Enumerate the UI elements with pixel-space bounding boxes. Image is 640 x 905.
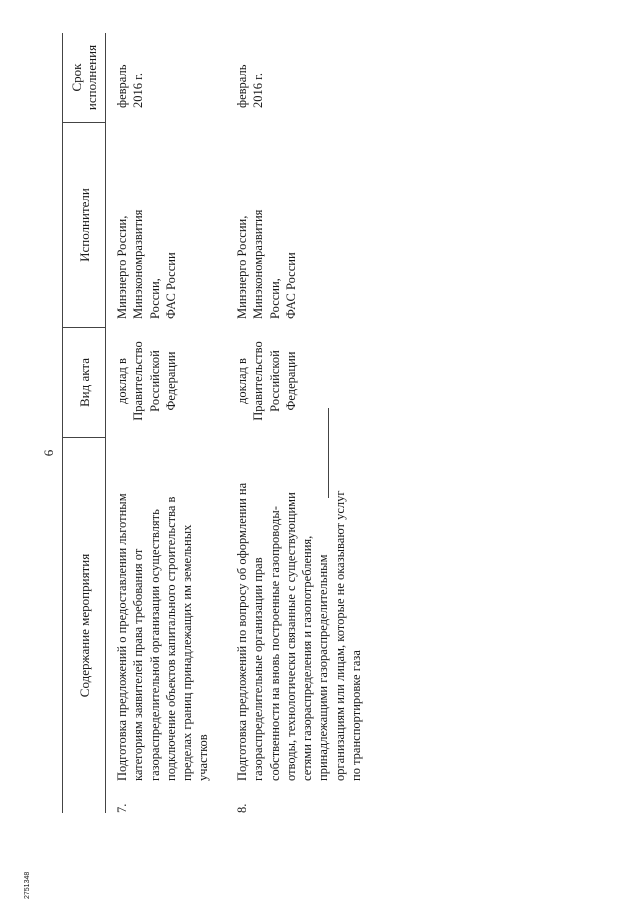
- content-line: подключение объектов капитального строительства в: [163, 496, 178, 781]
- exec-line: России,: [147, 278, 162, 319]
- row-term: [234, 34, 267, 108]
- row-kind: [234, 327, 299, 435]
- exec-line: ФАС России: [163, 252, 178, 319]
- row-kind: [114, 327, 179, 435]
- kind-line: Федерации: [163, 351, 178, 411]
- kind-line: доклад в: [235, 358, 249, 404]
- exec-line: Минэкономразвития: [131, 209, 146, 319]
- kind-line: Правительство: [131, 341, 146, 421]
- end-separator-line: [328, 408, 329, 498]
- kind-line: доклад в: [115, 358, 129, 404]
- page-number: 6: [41, 449, 56, 457]
- row-content: [234, 441, 364, 781]
- content-line: по транспортировке газа: [349, 650, 364, 781]
- row-executors: [234, 169, 299, 319]
- table-header: [62, 33, 106, 813]
- content-line: организациям или лицам, которые не оказывают услуг: [332, 490, 347, 781]
- document-code: 2751348: [24, 871, 31, 899]
- row-term: [114, 34, 147, 108]
- exec-line: ФАС России: [283, 252, 298, 319]
- content-line: собственности на вновь построенные газопроводы-: [267, 506, 282, 781]
- row-executors: [114, 169, 179, 319]
- content-line: отводы, технологически связанные с существующими: [283, 492, 298, 781]
- kind-line: Правительство: [251, 341, 266, 421]
- measures-table: [62, 33, 364, 813]
- header-term-line: Срок: [69, 63, 84, 92]
- content-line: сетями газораспределения и газопотребления,: [300, 535, 315, 781]
- content-line: Подготовка предложений о предоставлении льготным: [115, 493, 129, 781]
- exec-line: Минэкономразвития: [251, 209, 266, 319]
- row-number: 8.: [235, 803, 249, 813]
- header-term-line: исполнения: [84, 44, 99, 111]
- exec-line: России,: [267, 278, 282, 319]
- header-term: [63, 33, 105, 122]
- term-line: февраль: [115, 64, 129, 108]
- kind-line: Российской: [147, 350, 162, 412]
- exec-line: Минэнерго России,: [115, 215, 129, 319]
- header-kind: Вид акта: [63, 327, 105, 437]
- exec-line: Минэнерго России,: [235, 215, 249, 319]
- content-line: пределах границ принадлежащих им земельных: [180, 524, 195, 781]
- content-line: газораспределительной организации осуществлять: [147, 509, 162, 781]
- term-line: февраль: [235, 64, 249, 108]
- row-number: 7.: [115, 803, 129, 813]
- content-line: категориям заявителей права требования от: [131, 548, 146, 781]
- row-content: [114, 441, 212, 781]
- kind-line: Федерации: [283, 351, 298, 411]
- content-line: участков: [196, 734, 211, 781]
- content-line: газораспределительные организации прав: [251, 557, 266, 781]
- kind-line: Российской: [267, 350, 282, 412]
- term-line: 2016 г.: [131, 73, 146, 108]
- term-line: 2016 г.: [251, 73, 266, 108]
- content-line: принадлежащими газораспределительным: [316, 554, 331, 781]
- header-content: Содержание мероприятия: [63, 437, 105, 813]
- content-line: Подготовка предложений по вопросу об оформлении на: [235, 482, 249, 781]
- header-executors: Исполнители: [63, 122, 105, 327]
